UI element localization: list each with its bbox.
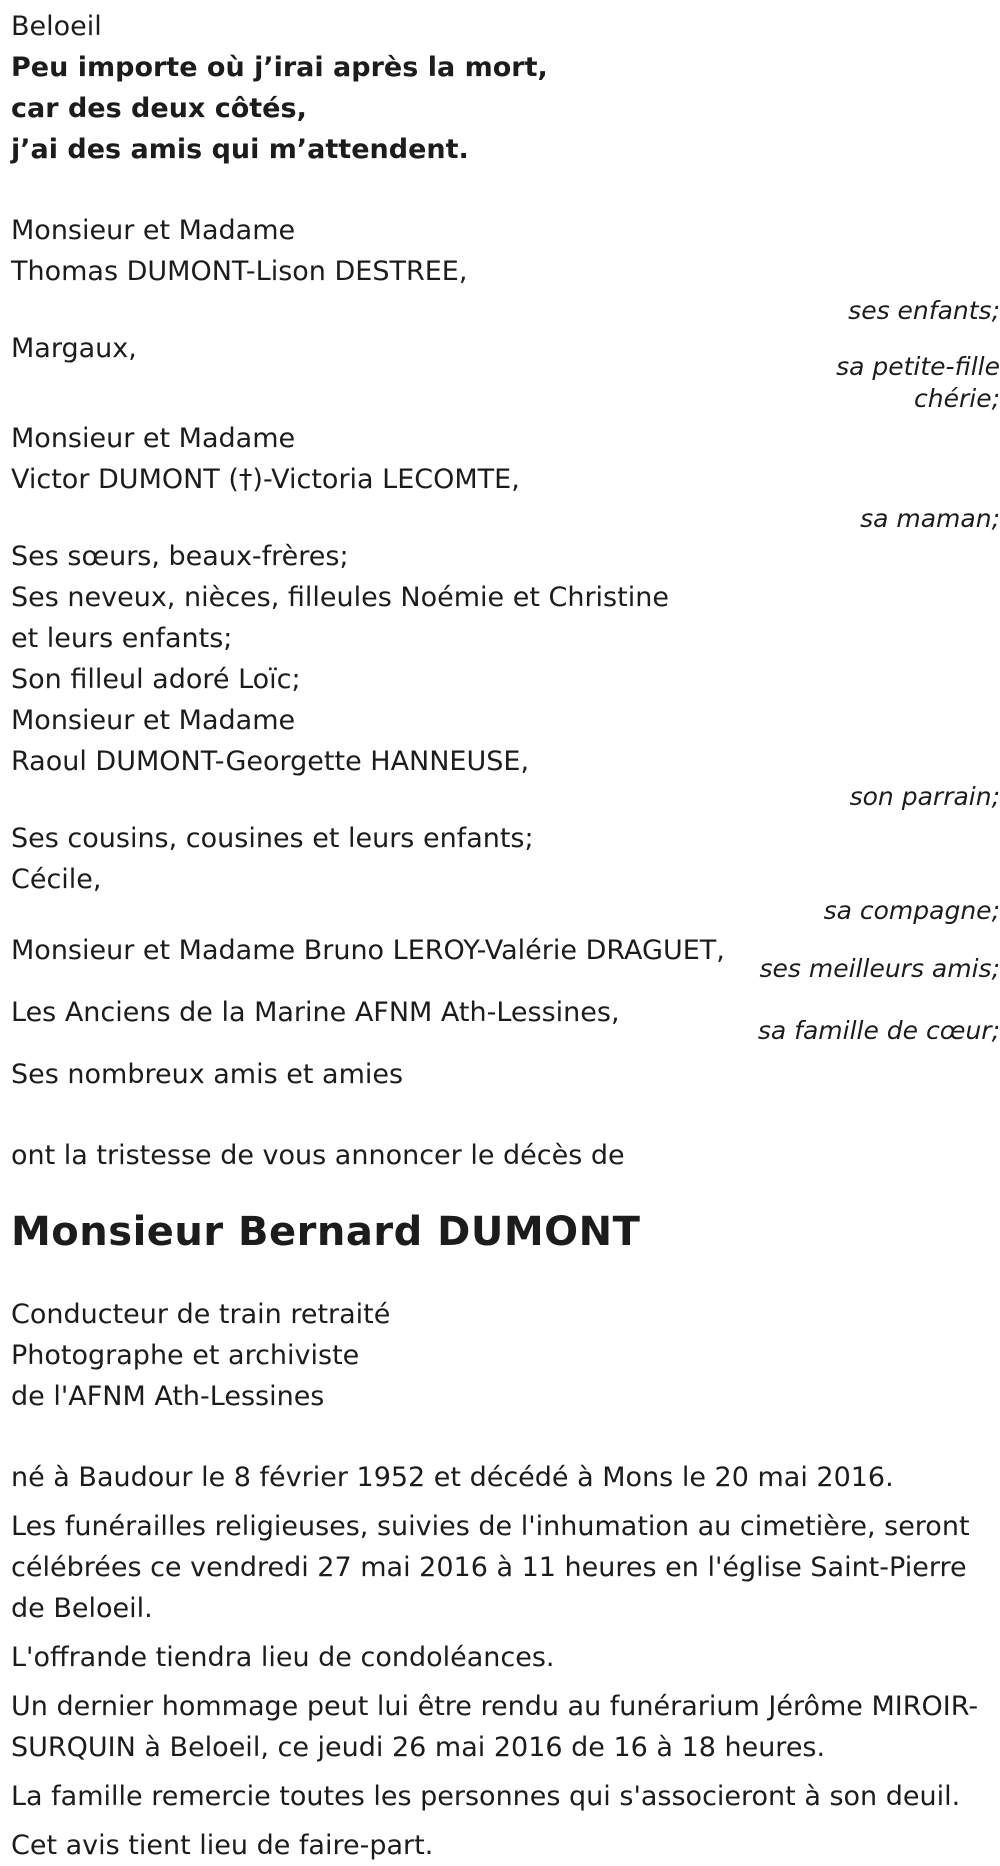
deceased-title: Conducteur de train retraité [11,1299,391,1330]
relative-line: Ses neveux, nièces, filleules Noémie et Christine [11,582,669,613]
relation-label: sa maman; [860,504,1000,533]
relative-line: Ses sœurs, beaux-frères; [11,541,349,572]
relative-entry [11,1054,1000,1095]
relative-line: Raoul DUMONT-Georgette HANNEUSE, [11,746,530,777]
deceased-title: de l'AFNM Ath-Lessines [11,1381,325,1412]
relation-label: chérie; [914,384,1000,413]
relation-label: sa petite-fille [836,352,1000,381]
relation-label: ses meilleurs amis; [759,954,1000,983]
relation-label: sa famille de cœur; [757,1016,1000,1045]
quote-line: j’ai des amis qui m’attendent. [11,134,469,165]
relative-line: Monsieur et Madame [11,423,296,454]
relative-line: et leurs enfants; [11,623,233,654]
notice-paragraph: Cet avis tient lieu de faire-part. [11,1830,434,1861]
relative-line: Son filleul adoré Loïc; [11,664,301,695]
relative-entry [11,210,1000,292]
offering-paragraph: L'offrande tiendra lieu de condoléances. [11,1642,555,1673]
quote-line: car des deux côtés, [11,93,307,124]
relative-entry [11,818,1000,900]
funeral-paragraph: Les funérailles religieuses, suivies de l'inhumation au cimetière, seront célébrées ce vendredi 27 mai 2016 à 11 heures en l'église Saint-Pierre de Beloeil. [11,1511,970,1624]
relative-line: Monsieur et Madame Bruno LEROY-Valérie DRAGUET, [11,935,725,966]
relative-line: Margaux, [11,333,137,364]
relation-label: ses enfants; [848,296,1000,325]
birth-death-paragraph: né à Baudour le 8 février 1952 et décédé à Mons le 20 mai 2016. [11,1462,894,1493]
relative-line: Monsieur et Madame [11,215,296,246]
deceased-name: Monsieur Bernard DUMONT [11,1209,641,1255]
relative-line: Ses nombreux amis et amies [11,1059,404,1090]
relative-line: Les Anciens de la Marine AFNM Ath-Lessines, [11,997,620,1028]
relative-line: Ses cousins, cousines et leurs enfants; [11,823,534,854]
relative-entry [11,418,1000,500]
relative-line: Cécile, [11,864,102,895]
relative-entry [11,536,1000,782]
relative-entry [11,992,1000,1054]
relative-line: Victor DUMONT (†)-Victoria LECOMTE, [11,464,520,495]
relation-label: son parrain; [849,782,1000,811]
relative-line: Monsieur et Madame [11,705,296,736]
relative-line: Thomas DUMONT-Lison DESTREE, [11,256,468,287]
place-name: Beloeil [11,11,102,42]
relative-entry [11,930,1000,992]
announcement-text: ont la tristesse de vous annoncer le décès de [11,1140,625,1171]
thanks-paragraph: La famille remercie toutes les personnes qui s'associeront à son deuil. [11,1781,961,1812]
quote-line: Peu importe où j’irai après la mort, [11,52,548,83]
relative-entry [11,328,1000,418]
deceased-title: Photographe et archiviste [11,1340,360,1371]
relation-label: sa compagne; [823,896,1000,925]
tribute-paragraph: Un dernier hommage peut lui être rendu au funérarium Jérôme MIROIR-SURQUIN à Beloeil, ce jeudi 26 mai 2016 de 16 à 18 heures. [11,1691,979,1763]
